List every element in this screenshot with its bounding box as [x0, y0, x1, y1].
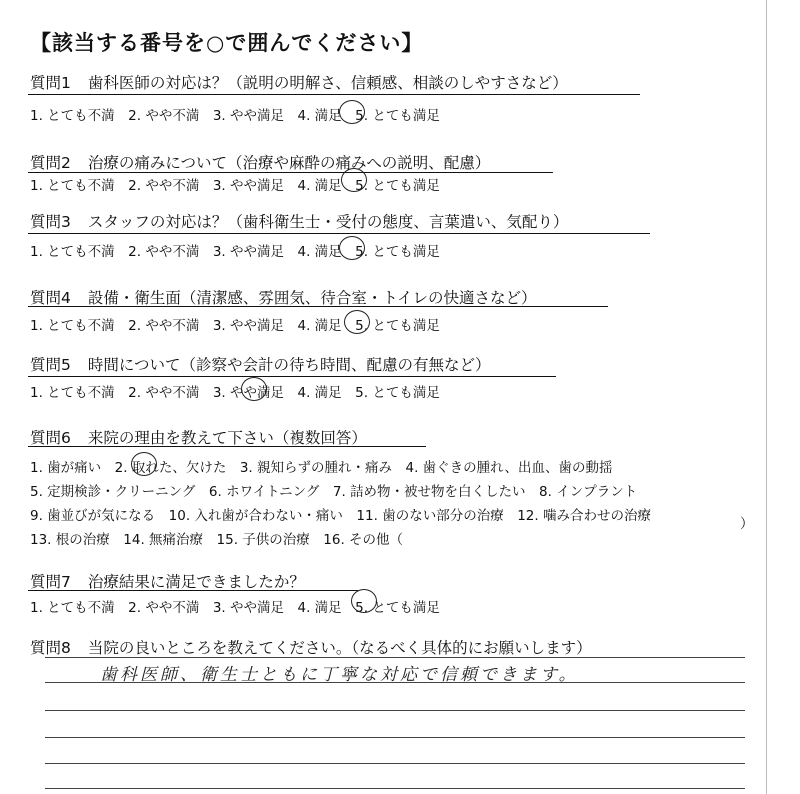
question-6-options-line-4: 13. 根の治療 14. 無痛治療 15. 子供の治療 16. その他（ — [30, 532, 404, 548]
writing-line-5 — [45, 763, 745, 764]
question-7-label: 質問7 — [30, 573, 71, 591]
question-4-underline — [28, 306, 608, 307]
writing-line-6 — [45, 788, 745, 789]
question-1-underline — [28, 94, 640, 95]
question-3 — [30, 210, 568, 232]
question-2-text: 治療の痛みについて（治療や麻酔の痛みへの説明、配慮） — [87, 154, 491, 172]
question-6 — [30, 426, 367, 448]
answer-circle-q7 — [351, 589, 377, 613]
question-4 — [30, 286, 537, 308]
question-5-label: 質問5 — [30, 356, 71, 374]
handwritten-answer: 歯科医師、衛生士ともに丁寧な対応で信頼できます。 — [100, 665, 579, 685]
page-edge — [766, 0, 767, 794]
question-6-close-paren: ） — [740, 516, 754, 532]
question-2-underline — [28, 172, 553, 173]
question-6-text: 来院の理由を教えて下さい（複数回答） — [87, 429, 367, 447]
question-7-underline — [28, 590, 358, 591]
question-5 — [30, 353, 491, 375]
question-7-options: 1. とても不満 2. やや不満 3. やや満足 4. 満足 5. とても満足 — [30, 600, 440, 616]
question-4-text: 設備・衛生面（清潔感、雰囲気、待合室・トイレの快適さなど） — [87, 289, 537, 307]
question-8-text: 当院の良いところを教えてください。（なるべく具体的にお願いします） — [87, 639, 592, 657]
question-1-options: 1. とても不満 2. やや不満 3. やや満足 4. 満足 5. とても満足 — [30, 108, 440, 124]
question-7-text: 治療結果に満足できましたか？ — [87, 573, 305, 591]
question-4-options: 1. とても不満 2. やや不満 3. やや満足 4. 満足 5. とても満足 — [30, 318, 440, 334]
question-5-text: 時間について（診察や会計の待ち時間、配慮の有無など） — [87, 356, 491, 374]
question-2-label: 質問2 — [30, 154, 71, 172]
question-5-underline — [28, 376, 556, 377]
question-1-text: 歯科医師の対応は？（説明の明解さ、信頼感、相談のしやすさなど） — [87, 74, 568, 92]
answer-circle-q4 — [344, 310, 370, 334]
question-6-label: 質問6 — [30, 429, 71, 447]
question-6-underline — [28, 446, 426, 447]
writing-line-2 — [45, 682, 745, 683]
question-6-options-line-1: 1. 歯が痛い 2. 取れた、欠けた 3. 親知らずの腫れ・痛み 4. 歯ぐきの腫れ、出血、歯の動揺 — [30, 460, 613, 476]
writing-line-3 — [45, 710, 745, 711]
writing-line-4 — [45, 737, 745, 738]
answer-circle-q6 — [131, 452, 157, 476]
question-3-label: 質問3 — [30, 213, 71, 231]
answer-circle-q2 — [341, 168, 367, 192]
question-8-label: 質問8 — [30, 639, 71, 657]
question-3-text: スタッフの対応は？（歯科衛生士・受付の態度、言葉遣い、気配り） — [87, 213, 569, 231]
question-6-options-line-2: 5. 定期検診・クリーニング 6. ホワイトニング 7. 詰め物・被せ物を白くしたい 8. インプラント — [30, 484, 638, 500]
question-2-options: 1. とても不満 2. やや不満 3. やや満足 4. 満足 5. とても満足 — [30, 178, 440, 194]
answer-circle-q3 — [339, 236, 365, 260]
question-3-underline — [28, 233, 650, 234]
question-1 — [30, 71, 568, 93]
question-6-options-line-3: 9. 歯並びが気になる 10. 入れ歯が合わない・痛い 11. 歯のない部分の治療 12. 噛み合わせの治療 — [30, 508, 651, 524]
question-7 — [30, 570, 305, 592]
page-title: 【該当する番号を○で囲んでください】 — [30, 31, 424, 55]
question-3-options: 1. とても不満 2. やや不満 3. やや満足 4. 満足 5. とても満足 — [30, 244, 440, 260]
question-2 — [30, 151, 490, 173]
answer-circle-q5 — [241, 377, 267, 401]
question-8 — [30, 636, 592, 658]
question-1-label: 質問1 — [30, 74, 71, 92]
answer-circle-q1 — [339, 100, 365, 124]
question-4-label: 質問4 — [30, 289, 71, 307]
writing-line-1 — [45, 657, 745, 658]
question-5-options: 1. とても不満 2. やや不満 3. やや満足 4. 満足 5. とても満足 — [30, 385, 440, 401]
